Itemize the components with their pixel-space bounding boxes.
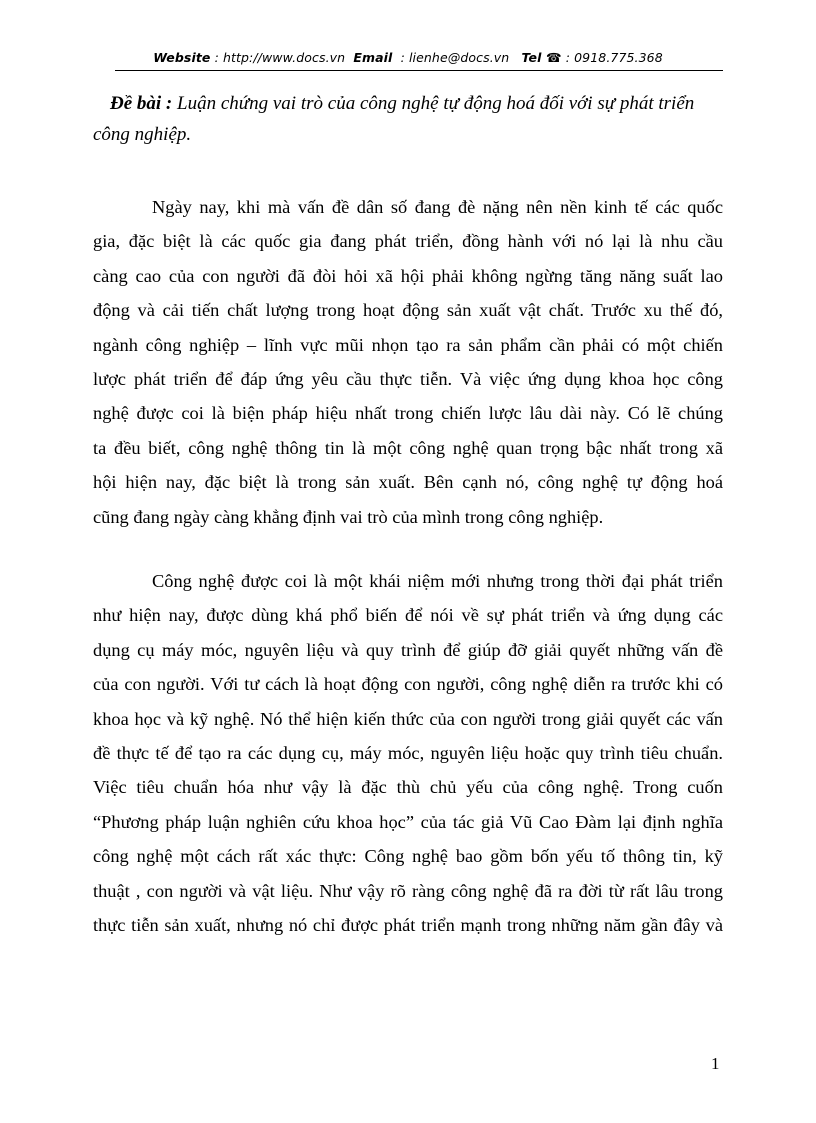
paragraph-line: của con người. Với tư cách là hoạt động con người, công nghệ diễn ra trước khi có [93,674,723,695]
email-label: Email [353,50,393,65]
paragraph-line: càng cao của con người đã đòi hỏi xã hội phải không ngừng tăng năng suất lao [93,265,723,286]
email-value: : lienhe@docs.vn [400,50,510,65]
paragraph-line: nghệ được coi là biện pháp hiệu nhất trong chiến lược lâu dài này. Có lẽ chúng [93,403,723,424]
paragraph-line: động và cải tiến chất lượng trong hoạt động sản xuất vật chất. Trước xu thế đó, [93,300,723,321]
header-divider [115,70,723,71]
tel-label: Tel ☎ [521,50,562,65]
website-value: : http://www.docs.vn [214,50,346,65]
paragraph-line: Ngày nay, khi mà vấn đề dân số đang đè nặng nên nền kinh tế các quốc [152,197,723,217]
paragraph-line: dụng cụ máy móc, nguyên liệu và quy trình để giúp đỡ giải quyết những vấn đề [93,639,723,660]
paragraph-line: đề thực tế để tạo ra các dụng cụ, máy móc, nguyên liệu hoặc quy trình tiêu chuẩn. [93,742,723,763]
paragraph-2 [93,564,723,942]
topic-label: Đề bài : [110,93,173,114]
paragraph-line: lược phát triển để đáp ứng yêu cầu thực tiễn. Và việc ứng dụng khoa học công [93,368,723,389]
topic [93,88,733,150]
paragraph-line: gia, đặc biệt là các quốc gia đang phát triển, đồng hành với nó lại là nhu cầu [93,231,723,252]
topic-text: Luận chứng vai trò của công nghệ tự động hoá đối với sự phát triển công nghiệp. [93,93,695,145]
paragraph-line: ngành công nghiệp – lĩnh vực mũi nhọn tạo ra sản phẩm cần phải có một chiến [93,334,723,355]
paragraph-line: công nghệ một cách rất xác thực: Công nghệ bao gồm bốn yếu tố thông tin, kỹ [93,846,723,867]
website-label: Website [153,50,211,65]
page-number: 1 [711,1054,720,1073]
paragraph-line: thực tiễn sản xuất, nhưng nó chỉ được phát triển mạnh trong những năm gần đây và [93,914,723,935]
paragraph-line: Việc tiêu chuẩn hóa như vậy là đặc thù chủ yếu của công nghệ. Trong cuốn [93,777,723,798]
paragraph-line: Công nghệ được coi là một khái niệm mới nhưng trong thời đại phát triển [152,571,723,591]
tel-value: : 0918.775.368 [565,50,663,65]
paragraph-line: “Phương pháp luận nghiên cứu khoa học” của tác giả Vũ Cao Đàm lại định nghĩa [93,811,723,832]
paragraph-line: cũng đang ngày càng khẳng định vai trò của mình trong công nghiệp. [93,506,604,527]
paragraph-line: ta đều biết, công nghệ thông tin là một công nghệ quan trọng bậc nhất trong xã [93,437,723,458]
paragraph-line: như hiện nay, được dùng khá phổ biến để nói về sự phát triển và ứng dụng các [93,605,723,626]
paragraph-line: khoa học và kỹ nghệ. Nó thể hiện kiến thức của con người trong giải quyết các vấn [93,708,723,729]
paragraph-line: thuật , con người và vật liệu. Như vậy rõ ràng công nghệ đã ra đời từ rất lâu trong [93,880,723,901]
paragraph-line: hội hiện nay, đặc biệt là trong sản xuất. Bên cạnh nó, công nghệ tự động hoá [93,472,723,493]
paragraph-1 [93,190,723,534]
page-header [0,50,816,65]
